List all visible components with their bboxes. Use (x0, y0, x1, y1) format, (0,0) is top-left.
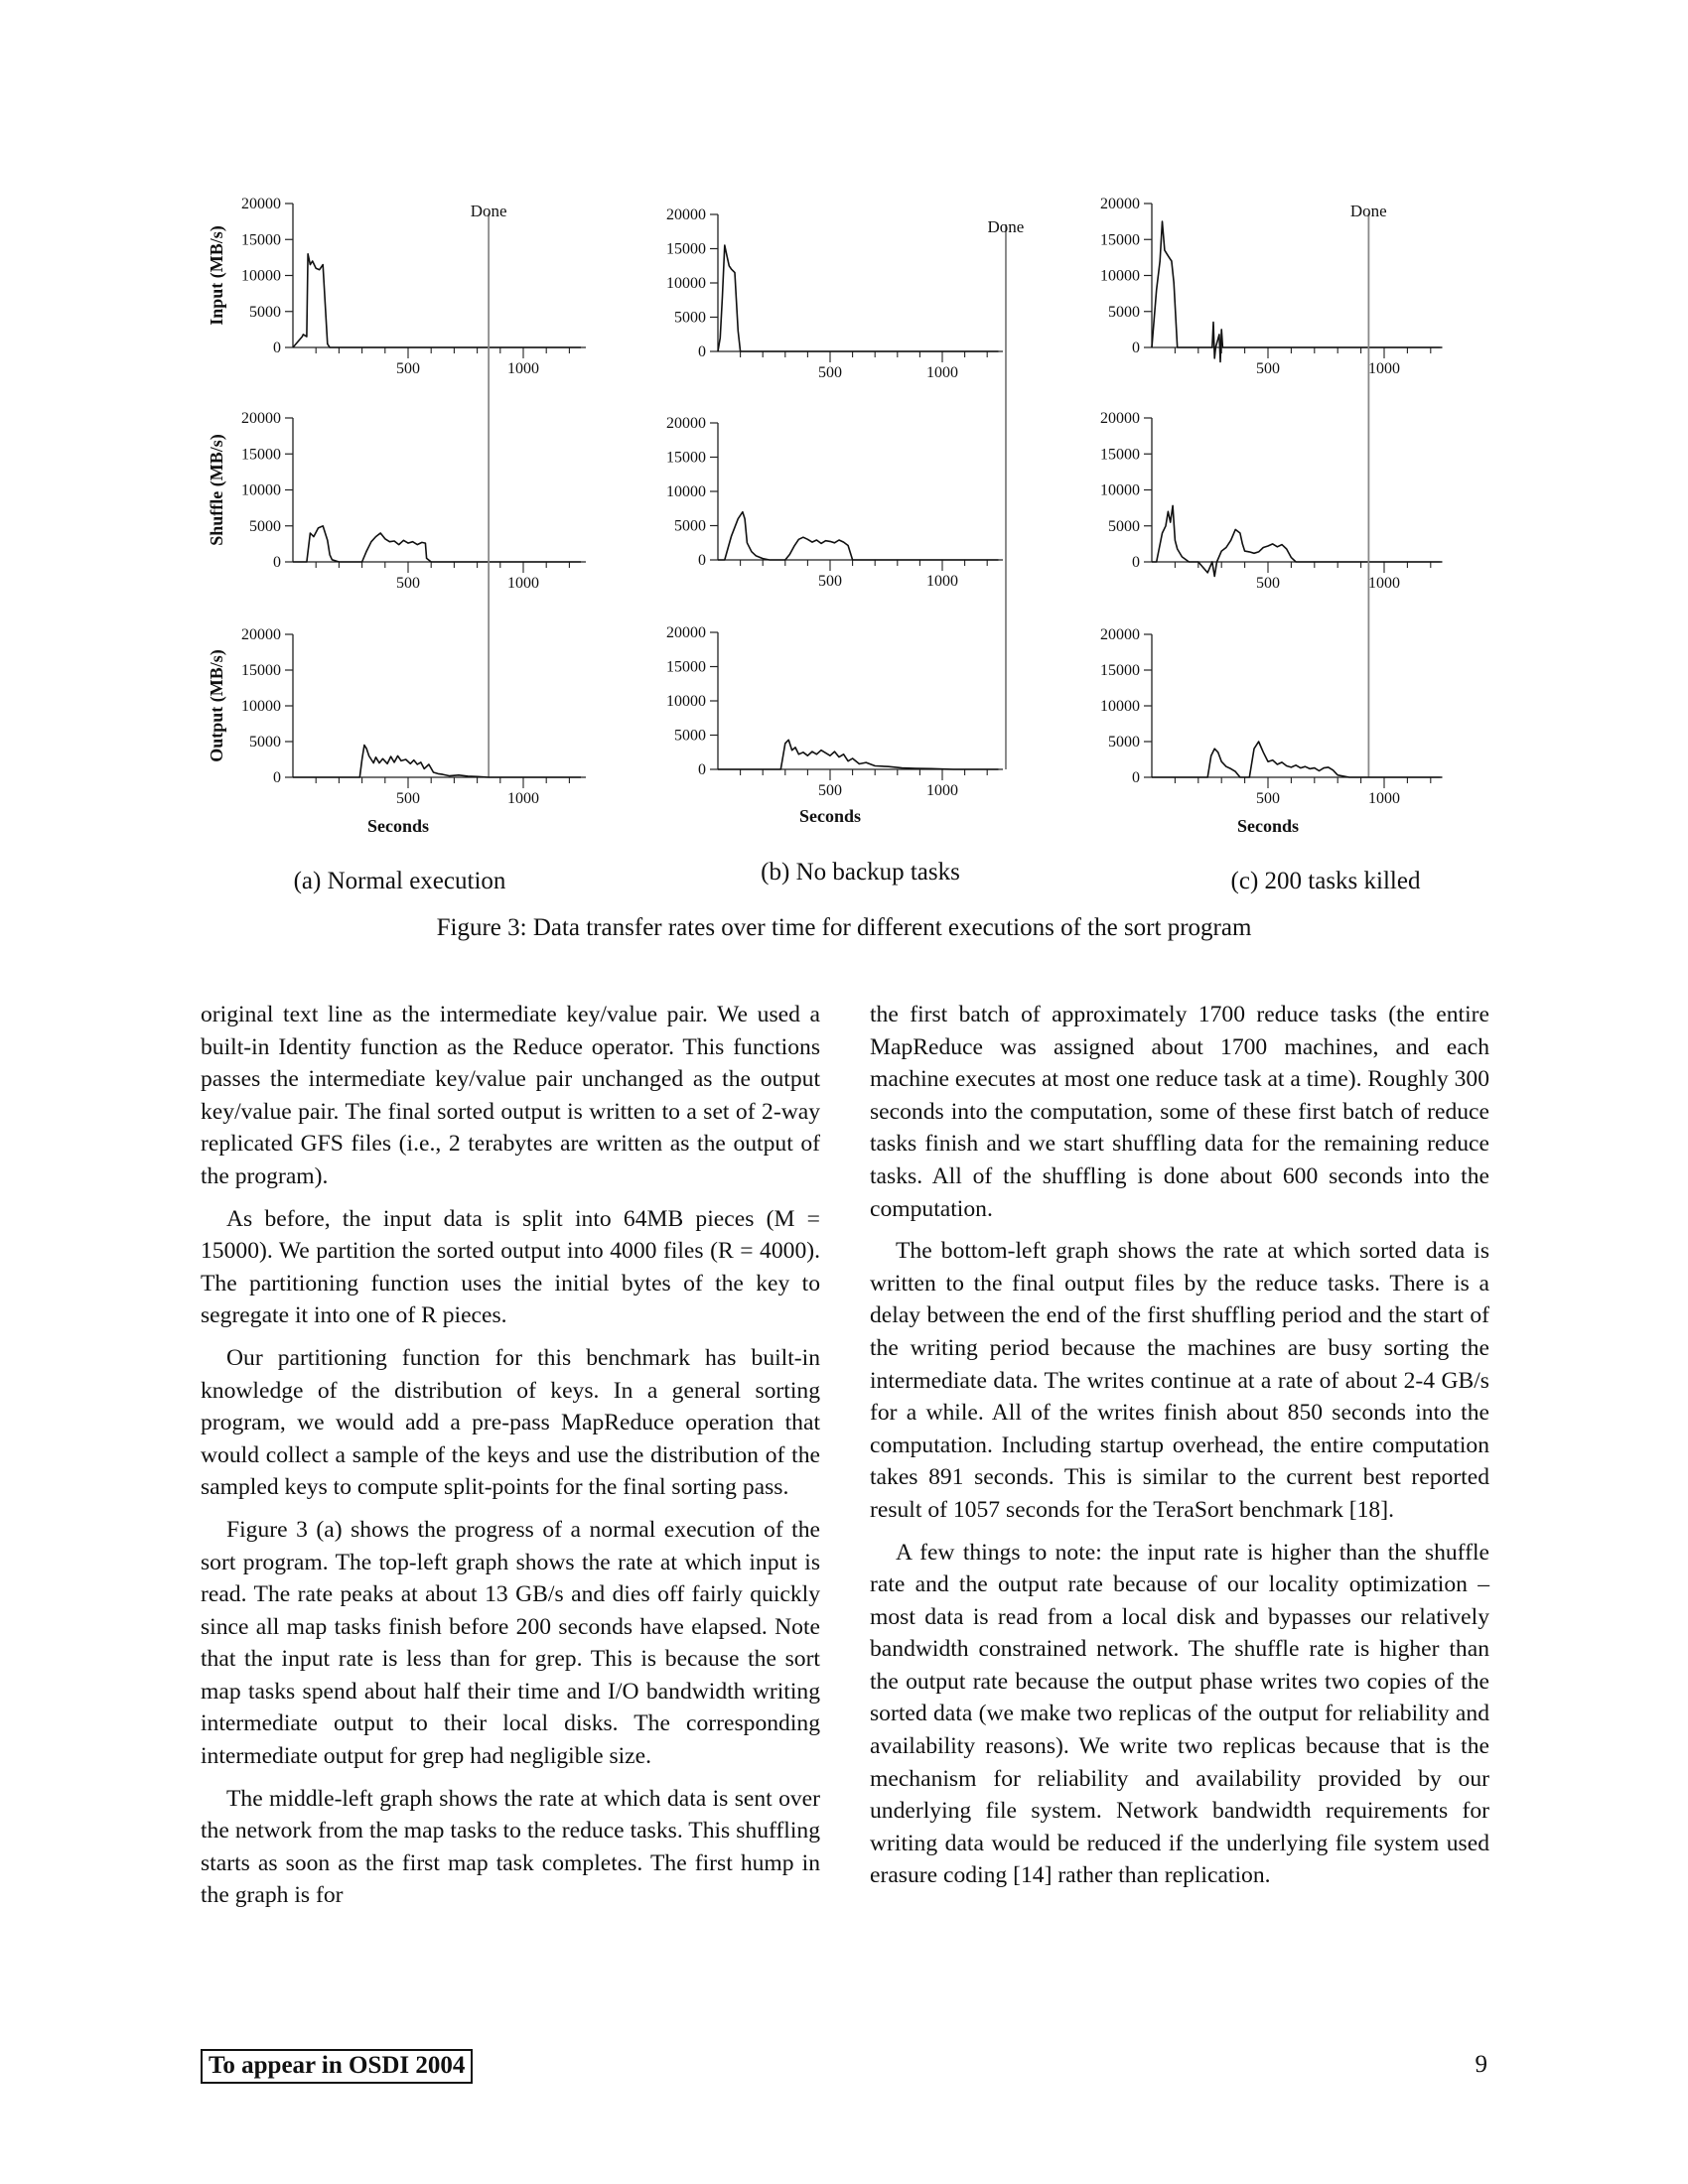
y-tick-label: 0 (1132, 554, 1140, 571)
y-tick-label: 5000 (674, 517, 706, 535)
x-tick-label: 1000 (507, 575, 539, 592)
y-tick-label: 0 (698, 343, 706, 360)
y-tick-label: 5000 (249, 734, 281, 751)
y-tick-label: 10000 (1100, 267, 1140, 285)
body-left-column (201, 999, 820, 1922)
rate-series-line (1152, 505, 1443, 576)
y-tick-label: 15000 (666, 658, 706, 676)
y-tick-label: 15000 (666, 449, 706, 467)
y-tick-label: 0 (273, 340, 281, 356)
page-number: 9 (1475, 2051, 1487, 2078)
y-tick-label: 0 (1132, 340, 1140, 356)
paragraph: A few things to note: the input rate is higher than the shuffle rate and the output rate because of our locality optimization – most data is read from a local disk and bypasses our relatively bandwidth constrained network. The shuffle rate is higher than the output rate because the output phase writes two copies of the sorted data (we make two replicas of the output for reliability and availability reasons). We write two replicas because that is the mechanism for reliability and availability provided by our underlying file system. Network bandwidth requirements for writing data would be reduced if the underlying file system used erasure coding [14] rather than replication. (870, 1539, 1489, 1889)
rate-series-line (1152, 221, 1443, 361)
row-axis-label: Shuffle (MB/s) (207, 434, 226, 546)
x-tick-label: 1000 (926, 782, 958, 799)
y-tick-label: 5000 (1108, 734, 1140, 751)
y-tick-label: 20000 (1100, 196, 1140, 212)
y-tick-label: 10000 (241, 267, 281, 285)
row-axis-label: Input (MB/s) (207, 225, 226, 326)
y-tick-label: 20000 (241, 410, 281, 427)
rate-series-line (1152, 742, 1443, 777)
x-tick-label: 1000 (1368, 360, 1400, 377)
y-tick-label: 20000 (666, 415, 706, 432)
x-tick-label: 500 (396, 790, 420, 807)
body-right-column (870, 999, 1489, 1902)
y-tick-label: 10000 (241, 481, 281, 499)
paragraph: original text line as the intermediate key/value pair. We used a built-in Identity function as the Reduce operator. This functions passes the intermediate key/value pair unchanged as the output key/value pair. The final sorted output is written to a set of 2-way replicated GFS files (i.e., 2 terabytes are written as the output of the program). (201, 1002, 820, 1189)
y-tick-label: 15000 (1100, 662, 1140, 679)
y-tick-label: 0 (1132, 769, 1140, 786)
y-tick-label: 20000 (666, 624, 706, 641)
y-tick-label: 20000 (1100, 410, 1140, 427)
paragraph: Our partitioning function for this benchmark has built-in knowledge of the distribution of keys. In a general sorting program, we would add a pre-pass MapReduce operation that would collect a sample of the keys and use the distribution of the sampled keys to compute split-points for the final sorting pass. (201, 1344, 820, 1501)
subfigure-caption: (c) 200 tasks killed (1230, 868, 1421, 894)
y-tick-label: 20000 (241, 196, 281, 212)
x-tick-label: 500 (1256, 360, 1280, 377)
x-tick-label: 1000 (1368, 575, 1400, 592)
x-axis-label: Seconds (1236, 816, 1300, 836)
y-tick-label: 20000 (241, 626, 281, 643)
rate-series-line (293, 746, 581, 777)
figure-3-charts (0, 0, 1688, 993)
y-tick-label: 0 (698, 761, 706, 778)
x-tick-label: 500 (818, 573, 842, 590)
x-tick-label: 1000 (507, 790, 539, 807)
y-tick-label: 20000 (666, 206, 706, 223)
x-tick-label: 500 (818, 782, 842, 799)
y-tick-label: 0 (698, 552, 706, 569)
y-tick-label: 5000 (1108, 303, 1140, 321)
x-tick-label: 500 (1256, 575, 1280, 592)
y-tick-label: 20000 (1100, 626, 1140, 643)
subfigure-caption: (b) No backup tasks (761, 859, 960, 886)
x-tick-label: 500 (396, 575, 420, 592)
rate-series-line (718, 245, 999, 351)
y-tick-label: 15000 (1100, 231, 1140, 249)
x-tick-label: 500 (818, 364, 842, 381)
y-tick-label: 15000 (666, 240, 706, 258)
rate-series-line (718, 740, 999, 769)
paragraph: The middle-left graph shows the rate at which data is sent over the network from the map tasks to the reduce tasks. This shuffling starts as soon as the first map task completes. The first hump in the graph is for (201, 1785, 820, 1909)
y-tick-label: 10000 (666, 693, 706, 710)
rate-series-line (293, 526, 581, 562)
y-tick-label: 0 (273, 769, 281, 786)
paragraph: The bottom-left graph shows the rate at which sorted data is written to the final output files by the reduce tasks. There is a delay between the end of the first shuffling period and the start of the writing period because the machines are busy sorting the intermediate data. The writes continue at a rate of about 2-4 GB/s for a while. All of the writes finish about 850 seconds into the computation. Including startup overhead, the entire computation takes 891 seconds. This is similar to the current best reported result of 1057 seconds for the TeraSort benchmark [18]. (870, 1238, 1489, 1523)
x-tick-label: 1000 (507, 360, 539, 377)
done-label: Done (987, 217, 1025, 236)
y-tick-label: 10000 (1100, 481, 1140, 499)
x-axis-label: Seconds (798, 806, 862, 826)
y-tick-label: 10000 (241, 698, 281, 715)
y-tick-label: 5000 (249, 517, 281, 535)
y-tick-label: 5000 (674, 727, 706, 745)
paragraph: As before, the input data is split into 64MB pieces (M = 15000). We partition the sorted output into 4000 files (R = 4000). The partitioning function uses the initial bytes of the key to segregate it into one of R pieces. (201, 1205, 820, 1329)
y-tick-label: 15000 (241, 446, 281, 464)
x-tick-label: 500 (1256, 790, 1280, 807)
figure-caption: Figure 3: Data transfer rates over time for different executions of the sort program (436, 914, 1252, 941)
row-axis-label: Output (MB/s) (207, 649, 226, 762)
y-tick-label: 15000 (241, 231, 281, 249)
y-tick-label: 5000 (1108, 517, 1140, 535)
x-tick-label: 500 (396, 360, 420, 377)
rate-series-line (718, 512, 999, 560)
x-tick-label: 1000 (926, 364, 958, 381)
x-tick-label: 1000 (926, 573, 958, 590)
y-tick-label: 0 (273, 554, 281, 571)
y-tick-label: 5000 (249, 303, 281, 321)
paragraph: the first batch of approximately 1700 reduce tasks (the entire MapReduce was assigned about 1700 machines, and each machine executes at most one reduce task at a time). Roughly 300 seconds into the computation, some of these first batch of reduce tasks finish and we start shuffling data for the remaining reduce tasks. All of the shuffling is done about 600 seconds into the computation. (870, 1002, 1489, 1222)
subfigure-caption: (a) Normal execution (293, 868, 506, 894)
x-tick-label: 1000 (1368, 790, 1400, 807)
done-label: Done (1349, 202, 1387, 220)
x-axis-label: Seconds (366, 816, 430, 836)
y-tick-label: 10000 (666, 275, 706, 292)
y-tick-label: 15000 (1100, 446, 1140, 464)
y-tick-label: 10000 (666, 483, 706, 500)
y-tick-label: 10000 (1100, 698, 1140, 715)
y-tick-label: 15000 (241, 662, 281, 679)
y-tick-label: 5000 (674, 309, 706, 327)
rate-series-line (293, 254, 581, 347)
paragraph: Figure 3 (a) shows the progress of a normal execution of the sort program. The top-left graph shows the rate at which input is read. The rate peaks at about 13 GB/s and dies off fairly quickly since all map tasks finish before 200 seconds have elapsed. Note that the input rate is less than for grep. This is because the sort map tasks spend about half their time and I/O bandwidth writing intermediate output to their local disks. The corresponding intermediate output for grep had negligible size. (201, 1516, 820, 1770)
venue-footer: To appear in OSDI 2004 (201, 2049, 473, 2084)
done-label: Done (470, 202, 507, 220)
